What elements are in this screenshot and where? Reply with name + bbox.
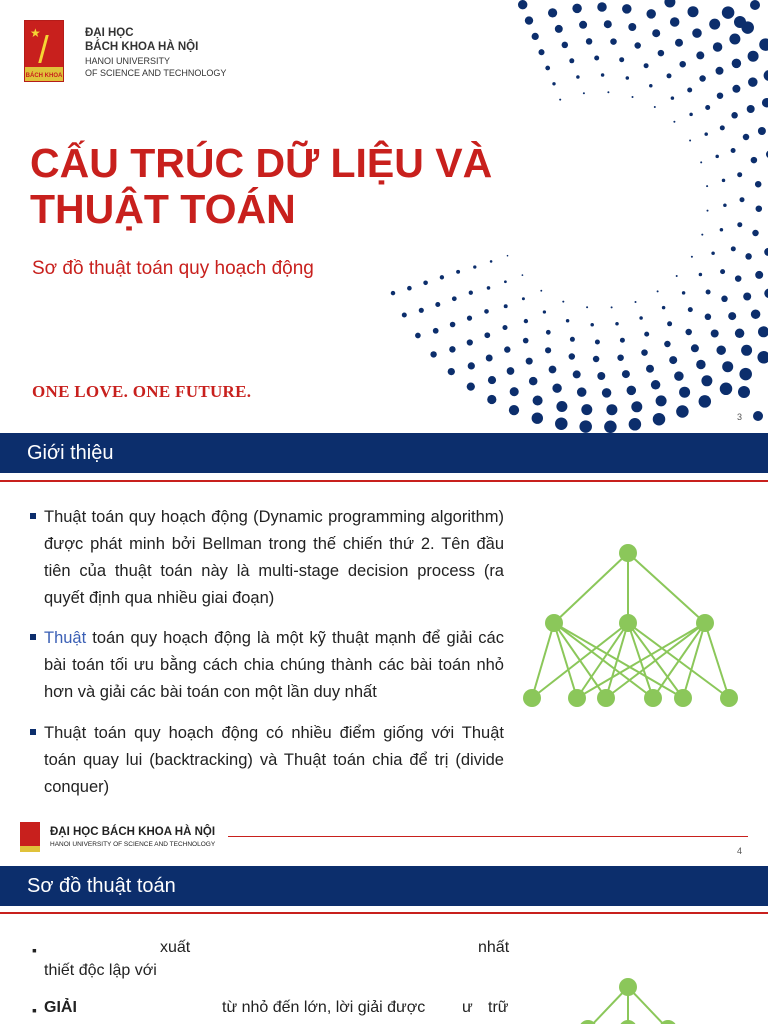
header-rule bbox=[0, 912, 768, 914]
bullet-icon: ▪ bbox=[32, 942, 37, 958]
footer-subtitle: HANOI UNIVERSITY OF SCIENCE AND TECHNOLOGY bbox=[50, 841, 216, 848]
footer-title: ĐẠI HỌC BÁCH KHOA HÀ NỘI bbox=[50, 826, 216, 838]
footer-rule bbox=[228, 836, 748, 837]
bullet-text-3: Thuật toán quy hoạch động có nhiều điểm giống với Thuật toán quay lui (backtracking) và Thuật toán chia để trị (divide conquer) bbox=[44, 724, 504, 796]
university-name-en-line2: OF SCIENCE AND TECHNOLOGY bbox=[85, 68, 227, 78]
fragment-text: từ nhỏ đến lớn, lời giải được bbox=[222, 999, 426, 1016]
network-graph-icon bbox=[570, 974, 690, 1024]
logo-text: BÁCH KHOA bbox=[25, 73, 63, 79]
highlighted-word: Thuật bbox=[44, 629, 87, 647]
page-number: 4 bbox=[737, 846, 743, 856]
bullet-icon bbox=[30, 634, 36, 640]
fragment-text: trữ bbox=[488, 999, 509, 1016]
university-name-line1: ĐẠI HỌC bbox=[85, 27, 134, 39]
slide-title bbox=[30, 140, 590, 232]
footer-logo bbox=[20, 822, 40, 852]
fragment-text: xuất bbox=[160, 939, 191, 956]
torch-icon bbox=[38, 35, 58, 63]
star-icon: ★ bbox=[30, 26, 41, 40]
university-name-en-line1: HANOI UNIVERSITY bbox=[85, 56, 171, 66]
slide-subtitle: Sơ đồ thuật toán quy hoạch động bbox=[32, 258, 314, 279]
university-name-line2: BÁCH KHOA HÀ NỘI bbox=[85, 41, 199, 53]
section-header-title: Sơ đồ thuật toán bbox=[27, 875, 176, 897]
fragment-text: thiết độc lập với bbox=[44, 962, 157, 979]
bullet-text-2-rest: toán quy hoạch động là một kỹ thuật mạnh để giải các bài toán tối ưu bằng cách chia chúng thành các bài toán nhỏ hơn và giải các bài toán con một lần duy nhất bbox=[44, 629, 504, 701]
fragment-text: ư bbox=[462, 999, 473, 1016]
bullet-text-2 bbox=[44, 625, 504, 706]
network-graph-icon bbox=[510, 538, 750, 718]
bullet-icon bbox=[30, 513, 36, 519]
university-name-en bbox=[85, 55, 226, 79]
bullet-icon: ▪ bbox=[32, 1002, 37, 1018]
university-name bbox=[85, 26, 198, 54]
slogan: ONE LOVE. ONE FUTURE. bbox=[32, 382, 252, 401]
header-rule bbox=[0, 480, 768, 482]
section-header bbox=[0, 433, 768, 473]
section-header-title: Giới thiệu bbox=[27, 442, 114, 464]
fragment-text: nhất bbox=[478, 939, 510, 956]
fragment-bold: GIẢI bbox=[44, 999, 77, 1016]
title-slide bbox=[0, 0, 768, 433]
slide-title-line2: THUẬT TOÁN bbox=[30, 186, 296, 232]
page-number: 3 bbox=[737, 412, 743, 422]
university-logo bbox=[24, 20, 64, 82]
slide-title-line1: CẤU TRÚC DỮ LIỆU VÀ bbox=[30, 140, 493, 186]
bullet-icon bbox=[30, 729, 36, 735]
bullet-text-1: Thuật toán quy hoạch động (Dynamic programming algorithm) được phát minh bởi Bellman trong thế chiến thứ 2. Tên đầu tiên của thuật toán này là multi-stage decision process (ra quyết định qua nhiều giai đoạn) bbox=[44, 508, 504, 607]
section-header bbox=[0, 866, 768, 906]
